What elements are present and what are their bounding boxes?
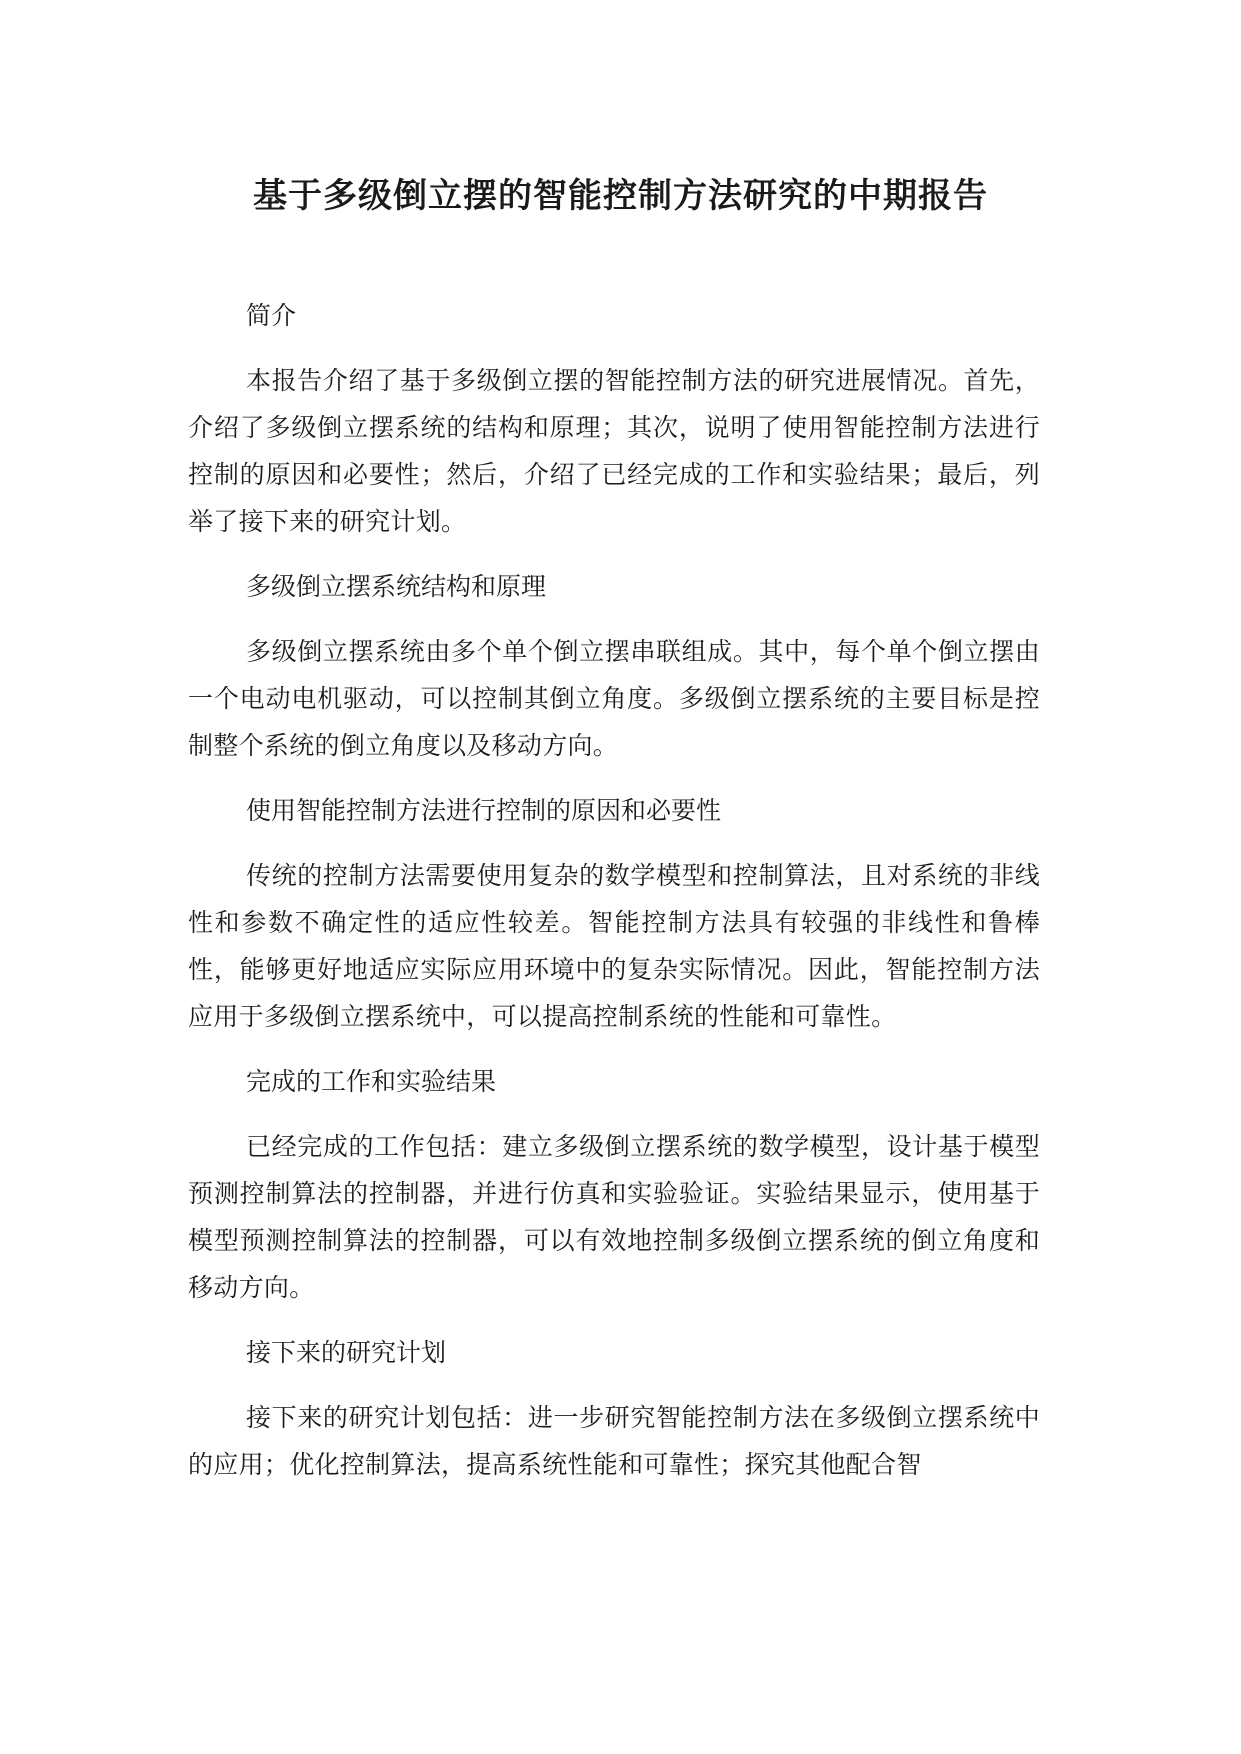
section-body-structure: 多级倒立摆系统由多个单个倒立摆串联组成。其中，每个单个倒立摆由一个电动电机驱动，可以控制其倒立角度。多级倒立摆系统的主要目标是控制整个系统的倒立角度以及移动方向。 [188, 637, 1040, 760]
section-body-intro: 本报告介绍了基于多级倒立摆的智能控制方法的研究进展情况。首先，介绍了多级倒立摆系统的结构和原理；其次，说明了使用智能控制方法进行控制的原因和必要性；然后，介绍了已经完成的工作和实验结果；最后，列举了接下来的研究计划。 [188, 366, 1040, 536]
section-heading-reasons: 使用智能控制方法进行控制的原因和必要性 [246, 796, 722, 825]
section-heading-structure: 多级倒立摆系统结构和原理 [246, 572, 547, 601]
section-heading-intro: 简介 [246, 301, 297, 330]
document-body [188, 292, 1040, 1506]
document-title: 基于多级倒立摆的智能控制方法研究的中期报告 [253, 176, 988, 216]
section-heading-plan: 接下来的研究计划 [246, 1338, 447, 1367]
section-body-reasons: 传统的控制方法需要使用复杂的数学模型和控制算法，且对系统的非线性和参数不确定性的适应性较差。智能控制方法具有较强的非线性和鲁棒性，能够更好地适应实际应用环境中的复杂实际情况。因此，智能控制方法应用于多级倒立摆系统中，可以提高控制系统的性能和可靠性。 [188, 861, 1040, 1031]
section-heading-results: 完成的工作和实验结果 [246, 1067, 497, 1096]
section-body-results: 已经完成的工作包括：建立多级倒立摆系统的数学模型，设计基于模型预测控制算法的控制器，并进行仿真和实验验证。实验结果显示，使用基于模型预测控制算法的控制器，可以有效地控制多级倒立摆系统的倒立角度和移动方向。 [188, 1132, 1040, 1302]
section-body-plan: 接下来的研究计划包括：进一步研究智能控制方法在多级倒立摆系统中的应用；优化控制算法，提高系统性能和可靠性；探究其他配合智 [188, 1403, 1040, 1479]
